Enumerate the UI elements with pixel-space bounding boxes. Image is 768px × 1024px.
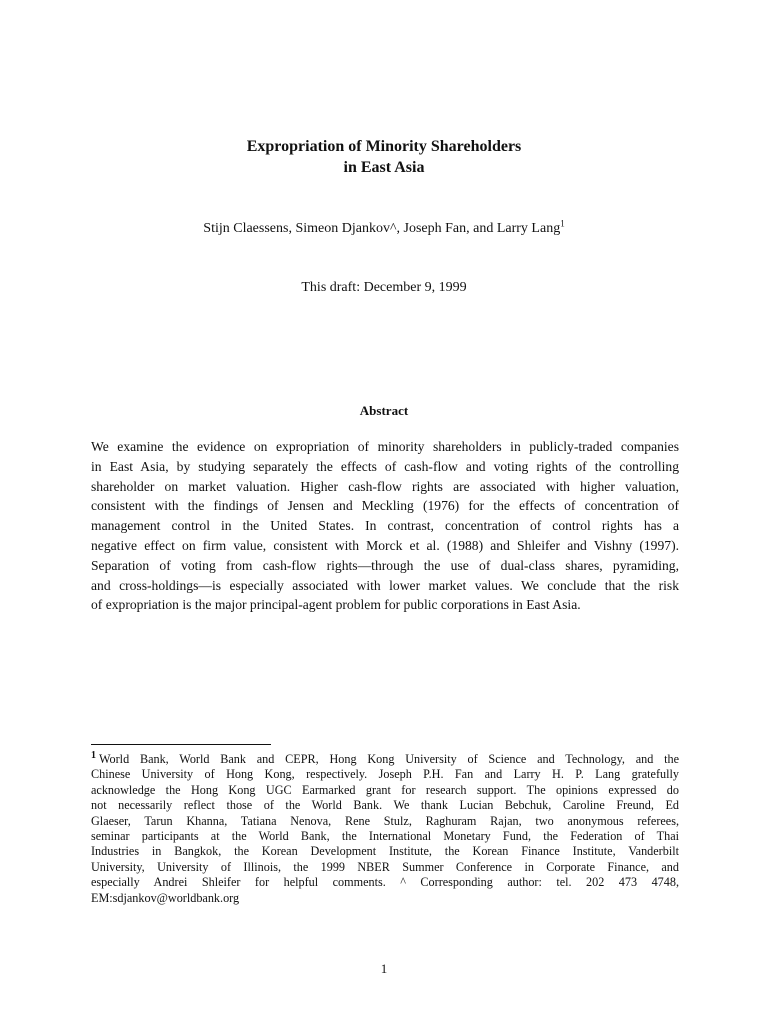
draft-date: This draft: December 9, 1999 xyxy=(301,280,467,295)
title-line-1: Expropriation of Minority Shareholders xyxy=(246,138,522,155)
footnote xyxy=(91,749,679,906)
abstract-line: and cross-holdings—is especially associated with lower market values. We conclude that the risk xyxy=(91,577,679,593)
author-list xyxy=(0,220,768,238)
abstract-line: We examine the evidence on expropriation of minority shareholders in publicly-traded companies xyxy=(91,439,679,454)
footnote-line: not necessarily reflect those of the World Bank. We thank Lucian Bebchuk, Caroline Freund, Ed xyxy=(91,798,679,813)
footnote-marker: 1 xyxy=(91,749,96,761)
abstract-line: in East Asia, by studying separately the effects of cash-flow and voting rights of the controlling xyxy=(91,458,679,474)
abstract-line: consistent with the findings of Jensen and Meckling (1976) for the effects of concentration of xyxy=(91,498,679,514)
title-line-2: in East Asia xyxy=(343,159,425,176)
footnote-divider xyxy=(91,744,271,745)
footnote-line: seminar participants at the World Bank, the International Monetary Fund, the Federation of Thai xyxy=(91,829,679,844)
footnote-line: acknowledge the Hong Kong UGC Earmarked grant for research support. The opinions expressed do xyxy=(91,782,679,797)
footnote-line: Chinese University of Hong Kong, respectively. Joseph P.H. Fan and Larry H. P. Lang gratefully xyxy=(91,767,679,782)
abstract-line: of expropriation is the major principal-agent problem for public corporations in East Asia. xyxy=(91,597,581,613)
footnote-line: Industries in Bangkok, the Korean Development Institute, the Korean Finance Institute, Vanderbilt xyxy=(91,844,679,859)
abstract-line: shareholder on market valuation. Higher cash-flow rights are associated with higher valuation, xyxy=(91,478,679,494)
footnote-line-text: World Bank, World Bank and CEPR, Hong Kong University of Science and Technology, and the xyxy=(99,752,679,766)
author-footnote-marker: 1 xyxy=(560,218,565,229)
author-names: Stijn Claessens, Simeon Djankov^, Joseph Fan, and Larry Lang xyxy=(203,221,561,236)
page-number: 1 xyxy=(380,961,388,976)
footnote-line: especially Andrei Shleifer for helpful comments. ^ Corresponding author: tel. 202 473 4748, xyxy=(91,875,679,890)
footnote-line: EM:sdjankov@worldbank.org xyxy=(91,890,240,905)
abstract-line: management control in the United States. In contrast, concentration of control rights has a xyxy=(91,518,679,534)
paper-title xyxy=(0,136,768,178)
abstract-line: Separation of voting from cash-flow rights—through the use of dual-class shares, pyramiding, xyxy=(91,557,679,573)
abstract-line: negative effect on firm value, consistent with Morck et al. (1988) and Shleifer and Vishny (1997). xyxy=(91,537,679,553)
footnote-line xyxy=(91,749,679,767)
abstract-heading: Abstract xyxy=(359,403,409,418)
abstract-body xyxy=(91,437,679,615)
footnote-line: University, University of Illinois, the 1999 NBER Summer Conference in Corporate Finance, and xyxy=(91,859,679,874)
footnote-line: Glaeser, Tarun Khanna, Tatiana Nenova, Rene Stulz, Raghuram Rajan, two anonymous referees, xyxy=(91,813,679,828)
